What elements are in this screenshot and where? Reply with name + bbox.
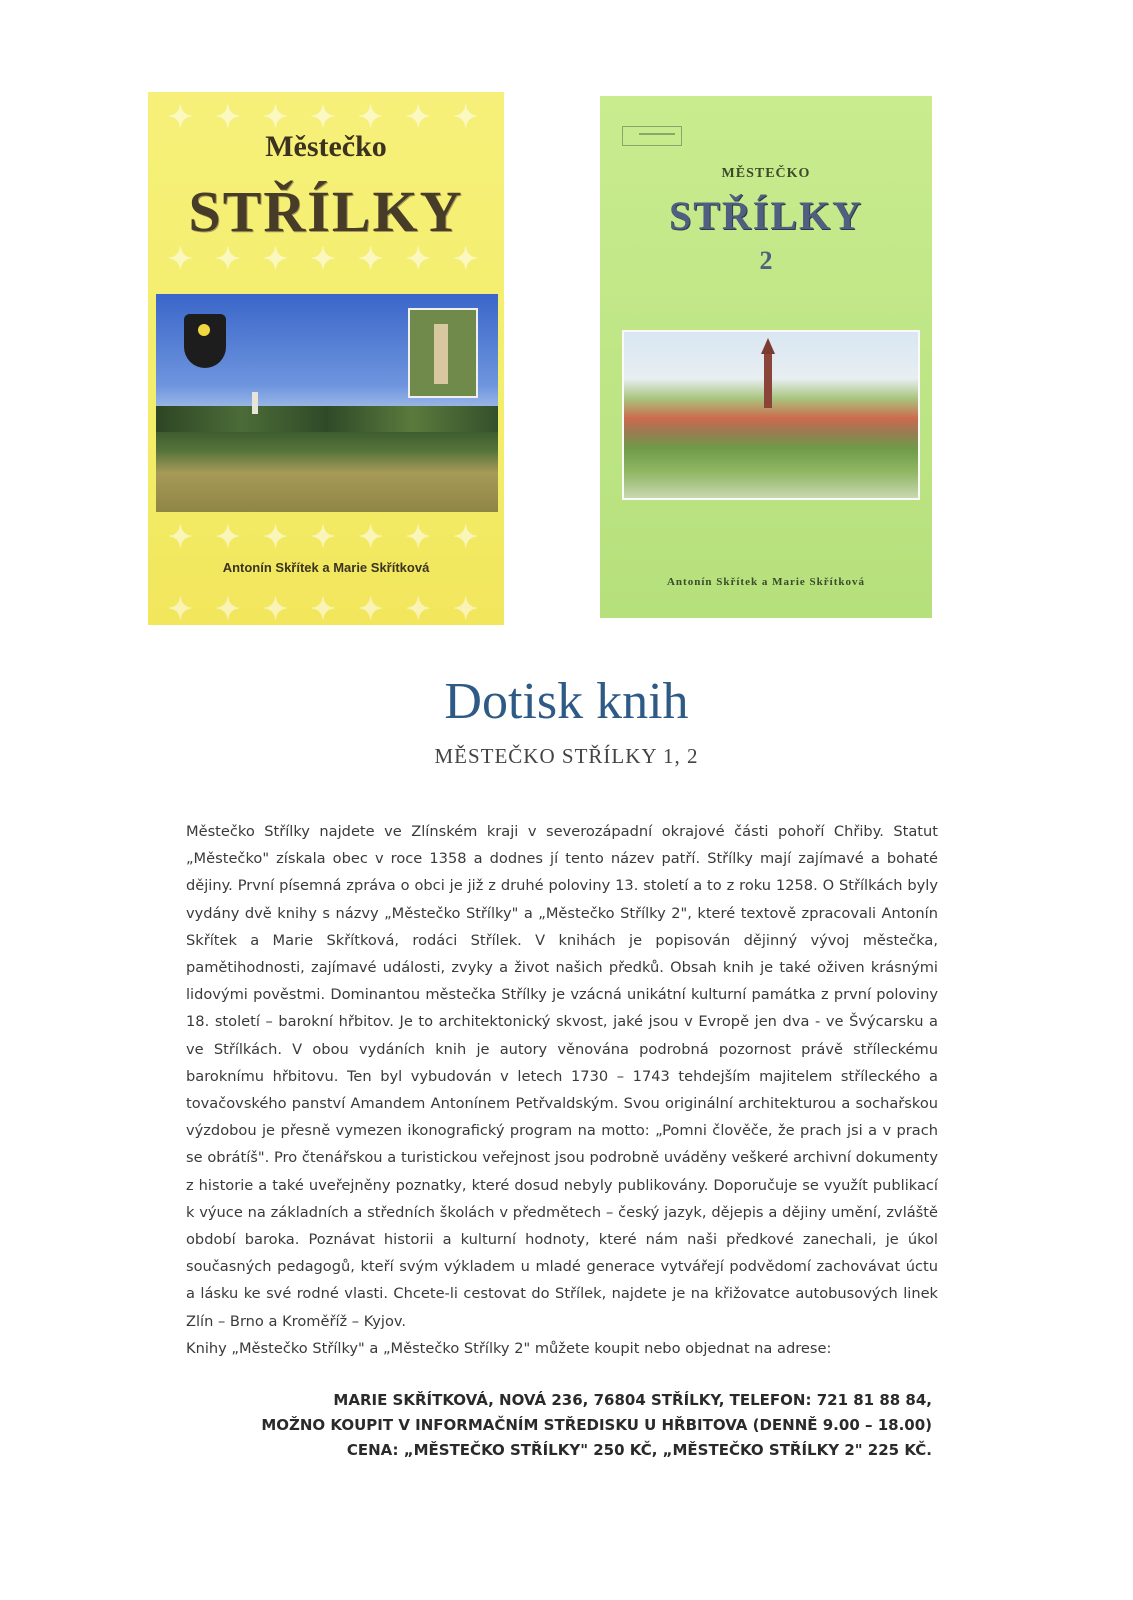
cover-title-small: Městečko	[265, 130, 387, 163]
article-body	[186, 818, 938, 1362]
cover-watercolor-painting	[622, 330, 920, 500]
cover-authors: Antonín Skřítek a Marie Skřítková	[222, 560, 430, 575]
photo-hills	[156, 406, 498, 432]
cover-watermark: ✦ ✦ ✦ ✦ ✦ ✦ ✦	[167, 592, 485, 625]
cover-title-large: STŘÍLKY	[188, 179, 464, 244]
cover-title-large: STŘÍLKY	[668, 193, 864, 238]
painting-church-spire	[764, 352, 772, 408]
contact-info-center: MOŽNO KOUPIT V INFORMAČNÍM STŘEDISKU U HŘBITOVA (DENNĚ 9.00 – 18.00)	[261, 1416, 932, 1434]
cover-authors: Antonín Skřítek a Marie Skřítková	[666, 576, 865, 588]
page-subtitle: MĚSTEČKO STŘÍLKY 1, 2	[434, 744, 699, 768]
book-cover-2	[600, 96, 932, 618]
contact-prices: CENA: „MĚSTEČKO STŘÍLKY" 250 KČ, „MĚSTEČKO STŘÍLKY 2" 225 KČ.	[346, 1441, 932, 1459]
book-cover-1	[148, 92, 504, 625]
cover-title-small: MĚSTEČKO	[721, 166, 811, 181]
cover-landscape-photo	[156, 294, 498, 512]
cover-inset-photo	[408, 308, 478, 398]
cover-volume-number: 2	[759, 246, 773, 275]
coat-of-arms-icon	[184, 314, 226, 368]
page-title: Dotisk knih	[444, 673, 689, 730]
body-paragraph: Městečko Střílky najdete ve Zlínském kraji v severozápadní okrajové části pohoří Chřiby. Statut „Městečko" získala obec v roce 1358 a dodnes jí tento název patří. Střílky mají zajímavé a bohaté dějiny. První písemná zpráva o obci je již z druhé poloviny 13. století a to z roku 1258. O Střílkách byly vydány dvě knihy s názvy „Městečko Střílky" a „Městečko Střílky 2", které textově zpracovali Antonín Skřítek a Marie Skřítková, rodáci Střílek. V knihách je popisován dějinný vývoj městečka, pamětihodnosti, zajímavé události, zvyky a život našich předků. Obsah knih je také oživen krásnými lidovými pověstmi. Dominantou městečka Střílky je vzácná unikátní kulturní památka z první poloviny 18. století – barokní hřbitov. Je to architektonický skvost, jaké jsou v Evropě jen dva - ve Švýcarsku a ve Střílkách. V obou vydáních knih je autory věnována podrobná pozornost právě střílеckému baroknímu hřbitovu. Ten byl vybudován v letech 1730 – 1743 tehdejším majitelem střílеckého a tovačovského panství Amandem Antonínem Petřvaldským. Svou originální architekturou a sochařskou výzdobou je přesně vymezen ikonografický program na motto: „Pomni člověče, že prach jsi a v prach se obrátíš". Pro čtenářskou a turistickou veřejnost jsou podrobně uváděny veškeré archivní dokumenty z historie a také uveřejněny poznatky, které dosud nebyly publikovány. Doporučuje se využít publikací k výuce na základních a středních školách v předmětech – český jazyk, dějepis a dějiny umění, zvláště období baroka. Poznávat historii a kulturní hodnoty, které nám naši předkové zanechali, je úkol současných pedagogů, kteří svým výkladem u mladé generace vytvářejí podvědomí zachovávat úctu a lásku ke své rodné vlasti. Chcete-li cestovat do Střílek, najdete je na křižovatce autobusových linek Zlín – Brno a Kroměříž – Kyjov.	[186, 823, 938, 1330]
order-line: Knihy „Městečko Střílky" a „Městečko Střílky 2" můžete koupit nebo objednat na adrese:	[186, 1339, 832, 1357]
publisher-logo-icon	[622, 126, 682, 146]
contact-block	[180, 1388, 932, 1463]
photo-church-tower	[252, 392, 258, 414]
cover-watermark: ✦ ✦ ✦ ✦ ✦ ✦ ✦	[167, 520, 485, 555]
cover-watermark: ✦ ✦ ✦ ✦ ✦ ✦ ✦	[167, 100, 485, 135]
contact-address: MARIE SKŘÍTKOVÁ, NOVÁ 236, 76804 STŘÍLKY, TELEFON: 721 81 88 84,	[333, 1391, 932, 1409]
cover-watermark: ✦ ✦ ✦ ✦ ✦ ✦ ✦	[167, 242, 485, 277]
